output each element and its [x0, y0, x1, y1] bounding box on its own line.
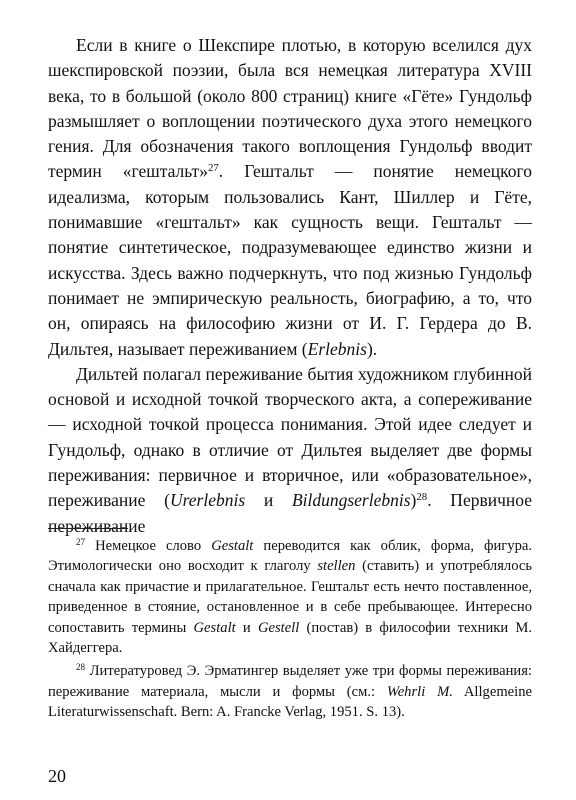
paragraph-2: Дильтей полагал переживание бытия художником глубинной основой и исходной точкой творческого акта, а сопереживание — исходной точкой процесса понимания. Этой идее следует и Гундольф, однако в отличие от Дильтея выделяет две формы переживания: первичное и вторичное, или «образовательное», переживание (Urerlebnis и Bildungserlebnis)$^{28}$. Первичное переживание — [48, 363, 532, 536]
term-erlebnis: Erlebnis — [307, 338, 367, 359]
footnotes — [48, 536, 532, 726]
main-text — [48, 33, 532, 539]
footnote-28: $^{28}$ Литературовед Э. Эрматингер выделяет уже три формы переживания: переживание материала, мысли и формы (см.: Wehrli M. Allgemeine Literaturwissenschaft. Bern: A. Francke Verlag, 1951. S. 13). — [48, 662, 532, 721]
term-urerlebnis: Urerlebnis — [169, 490, 246, 511]
footnote-ref-28[interactable]: 28 — [416, 491, 428, 504]
term-bildungserlebnis: Bildungserlebnis — [291, 490, 411, 511]
citation-author: Wehrli M. — [386, 683, 453, 700]
footnote-27: $^{27}$ Немецкое слово Gestalt переводится как облик, форма, фигура. Этимологически оно восходит к глаголу stellen (ставить) и употреблялось сначала как причастие и прилагательное. Гештальт есть нечто поставленное, приведенное в стояние, остановленное и в себе пребывающее. Интересно сопоставить термины Gestalt и Gestell (постав) в философии техники М. Хайдеггера. — [48, 537, 533, 657]
footnote-ref-27[interactable]: 27 — [207, 162, 219, 175]
page-number: 20 — [48, 766, 66, 786]
footnote-divider — [48, 528, 128, 529]
paragraph-1: Если в книге о Шекспире плотью, в которую вселился дух шекспировской поэзии, была вся немецкая литература XVIII века, то в большой (около 800 страниц) книге «Гёте» Гундольф размышляет о воплощении поэтического духа этого немецкого гения. Для обозначения такого воплощения Гундольф вводит термин «гештальт»$^{27}$. Гештальт — понятие немецкого идеализма, которым пользовались Кант, Шиллер и Гёте, понимавшие «гештальт» как сущность вещи. Гештальт — понятие синтетическое, подразумевающее единство жизни и искусства. Здесь важно подчеркнуть, что под жизнью Гундольф понимает не эмпирическую реальность, биографию, а то, что он, опираясь на философию жизни от И. Г. Гердера до В. Дильтея, называет переживанием (Erlebnis). — [48, 35, 532, 359]
footnote-number: 27 — [76, 537, 86, 548]
footnote-number: 28 — [76, 662, 86, 673]
